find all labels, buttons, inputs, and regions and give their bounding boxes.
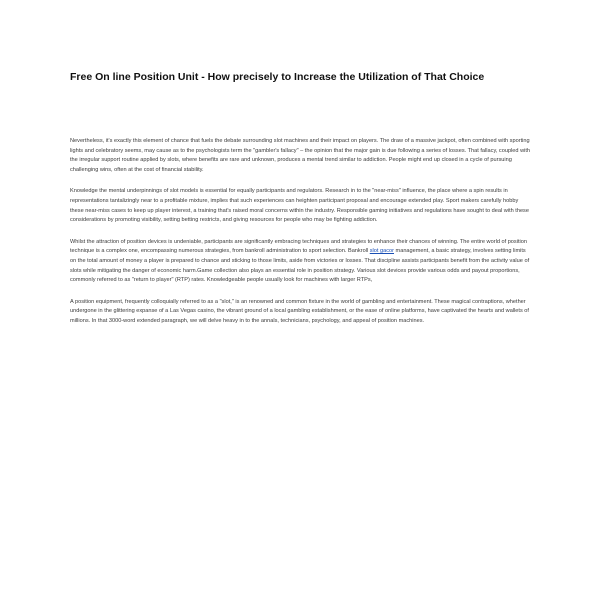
paragraph-1: Nevertheless, it's exactly this element of chance that fuels the debate surrounding slot machines and their impact on players. The draw of a massive jackpot, often combined with sporting lights and celebratory seems, may cause as to the psychologists term the "gambler's fallacy" – the opinion that the major gain is due following a series of losses. That fallacy, coupled with the irregular support routine applied by slots, where benefits are rare and unknown, produces a mental trend similar to addiction. People might end up closed in a cycle of pursuing challenging wins, often at the cost of financial stability. (70, 138, 531, 173)
paragraph-3-text-after: management, a basic strategy, involves setting limits on the total amount of money a player is prepared to chance and sticking to those limits, aside from victories or losses. That discipline assists participants benefit from the activity value of slots while mitigating the danger of economic harm.Game collection also plays an essential role in position strategy. Various slot devices provide various odds and payout proportions, commonly referred to as "return to player" (RTP) rates. Knowledgeable people usually look for machines with larger RTPs, (70, 248, 530, 284)
article-title: Free On line Position Unit - How precisely to Increase the Utilization of That Choice (70, 71, 485, 83)
article-body (70, 137, 532, 327)
paragraph-3-text-before: Whilst the attraction of position devices is undeniable, participants are significantly embracing techniques and strategies to enhance their chances of winning. The entire world of position technique is a complex one, encompassing numerous strategies, from bankroll administration to sport selection. Bankroll (70, 238, 527, 255)
article (70, 0, 532, 339)
slot-gacor-link[interactable]: slot gacor (369, 248, 394, 255)
paragraph-3 (70, 238, 532, 286)
paragraph-4: A position equipment, frequently colloquially referred to as a "slot," is an renowned and common fixture in the world of gambling and entertainment. These magical contraptions, whether undergone in the glittering expanse of a Las Vegas casino, the vibrant ground of a local gambling establishment, or the ease of online platforms, have captivated the hearts and wallets of millions. In that 3000-word extended paragraph, we will delve heavy in to the annals, technicians, psychology, and appeal of position machines. (70, 298, 529, 324)
paragraph-2: Knowledge the mental underpinnings of slot models is essential for equally participants and regulators. Research in to the "near-miss" influence, the place where a spin results in representations tantalizingly near to a profitable mixture, implies that such experiences can heighten participant proposal and encourage extended play. Sport makers carefully hobby these near-miss cases to keep up player interest, a training that's raised moral concerns within the industry. Responsible gaming initiatives and regulations have sought to deal with these considerations by promoting visibility, setting betting restricts, and giving resources for people who may be fighting addiction. (70, 188, 529, 224)
